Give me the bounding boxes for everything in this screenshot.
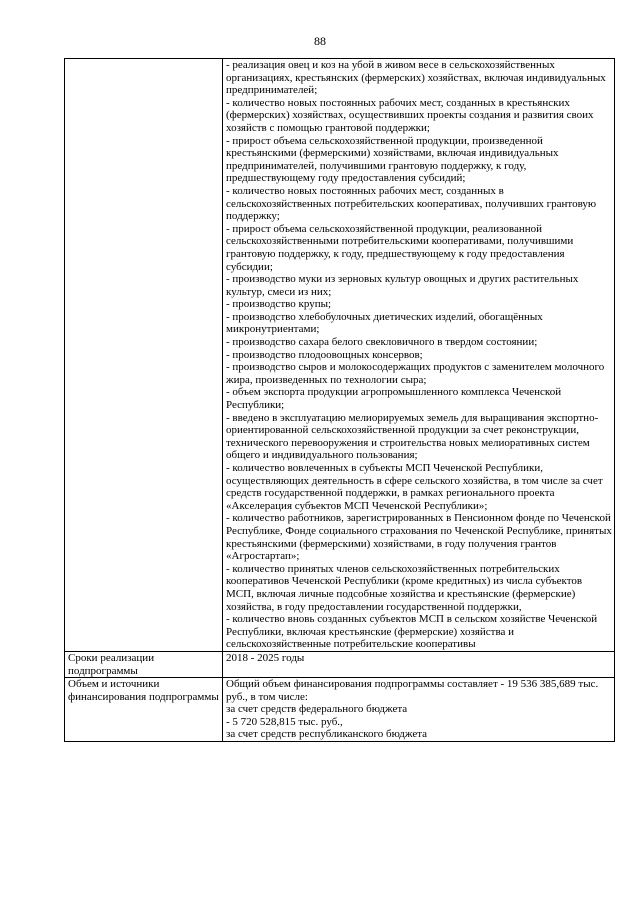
indicator-item: - прирост объема сельскохозяйственной продукции, произведенной крестьянскими (фермерскими) хозяйствами, включая индивидуальных предпринимателей, получившими грантовую поддержку, к году, предшествующему году предоставления субсидий; [226, 134, 559, 185]
terms-value: 2018 - 2025 годы [223, 651, 615, 677]
indicator-item: - производство хлебобулочных диетических изделий, обогащённых микронутриентами; [226, 310, 543, 336]
indicator-item: - производство крупы; [226, 298, 332, 311]
funding-line: Общий объем финансирования подпрограммы составляет - 19 536 385,689 тыс. руб., в том числе: [226, 678, 599, 703]
indicator-item: - объем экспорта продукции агропромышленного комплекса Чеченской Республики; [226, 386, 562, 412]
terms-label: Сроки реализации подпрограммы [65, 651, 223, 677]
funding-value-cell [223, 678, 615, 742]
terms-row [65, 651, 615, 677]
indicator-item: - реализация овец и коз на убой в живом весе в сельскохозяйственных организациях, крестьянских (фермерских) хозяйствах, включая индивидуальных предпринимателей; [226, 59, 606, 97]
funding-label: Объем и источники финансирования подпрограммы [65, 678, 223, 742]
indicator-item: - производство сахара белого свекловичного в твердом состоянии; [226, 336, 538, 349]
indicator-item: - количество работников, зарегистрированных в Пенсионном фонде по Чеченской Республике, Фонде социального страхования по Чеченской Республике, принятых крестьянскими (фермерскими) хозяйствами, в году получения грантов «Агростартап»; [226, 512, 612, 563]
indicators-value-cell [223, 59, 615, 652]
passport-table [64, 58, 615, 742]
indicator-item: - количество принятых членов сельскохозяйственных потребительских кооперативов Чеченской Республики (кроме кредитных) из числа субъектов МСП, включая личные подсобные хозяйства и крестьянские (фермерские) хозяйства, в году предоставлении государственной поддержки, [226, 562, 583, 613]
indicator-item: - количество вовлеченных в субъекты МСП Чеченской Республики, осуществляющих деятельность в сфере сельского хозяйства, в том числе за счет средств государственной поддержки, в рамках регионального проекта «Акселерация субъектов МСП Чеченской Республики»; [226, 462, 603, 512]
funding-line: за счет средств федерального бюджета [226, 703, 408, 716]
indicator-item: - количество новых постоянных рабочих мест, созданных в сельскохозяйственных потребительских кооперативах, получивших грантовую поддержку; [226, 184, 597, 223]
indicator-item: - производство плодоовощных консервов; [226, 348, 423, 361]
funding-line: за счет средств республиканского бюджета [226, 728, 428, 741]
indicator-item: - производство сыров и молокосодержащих продуктов с заменителем молочного жира, произведенных по технологии сыра; [226, 361, 605, 386]
funding-row [65, 678, 615, 742]
indicator-item: - введено в эксплуатацию мелиорируемых земель для выращивания экспортно-ориентированной сельскохозяйственной продукции за счет реконструкции, технического перевооружения и строительства новых мелиоративных систем общего и индивидуального пользования; [226, 411, 599, 462]
indicator-item: - количество вновь созданных субъектов МСП в сельском хозяйстве Чеченской Республики, включая крестьянские (фермерские) хозяйства и сельскохозяйственные потребительские кооперативы [226, 613, 598, 651]
indicators-label-cell [65, 59, 223, 652]
indicators-row [65, 59, 615, 652]
funding-line: - 5 720 528,815 тыс. руб., [226, 715, 343, 728]
indicator-item: - прирост объема сельскохозяйственной продукции, реализованной сельскохозяйственными потребительскими кооперативами, получившими грантовую поддержку, к году, предшествующему к году предоставления субсидии; [226, 222, 574, 273]
indicator-item: - производство муки из зерновых культур овощных и других растительных культур, смеси из них; [226, 273, 579, 298]
page-number: 88 [314, 34, 326, 48]
indicator-item: - количество новых постоянных рабочих мест, созданных в крестьянских (фермерских) хозяйствах, осуществивших проекты создания и развития своих хозяйств с помощью грантовой поддержки; [226, 96, 594, 134]
